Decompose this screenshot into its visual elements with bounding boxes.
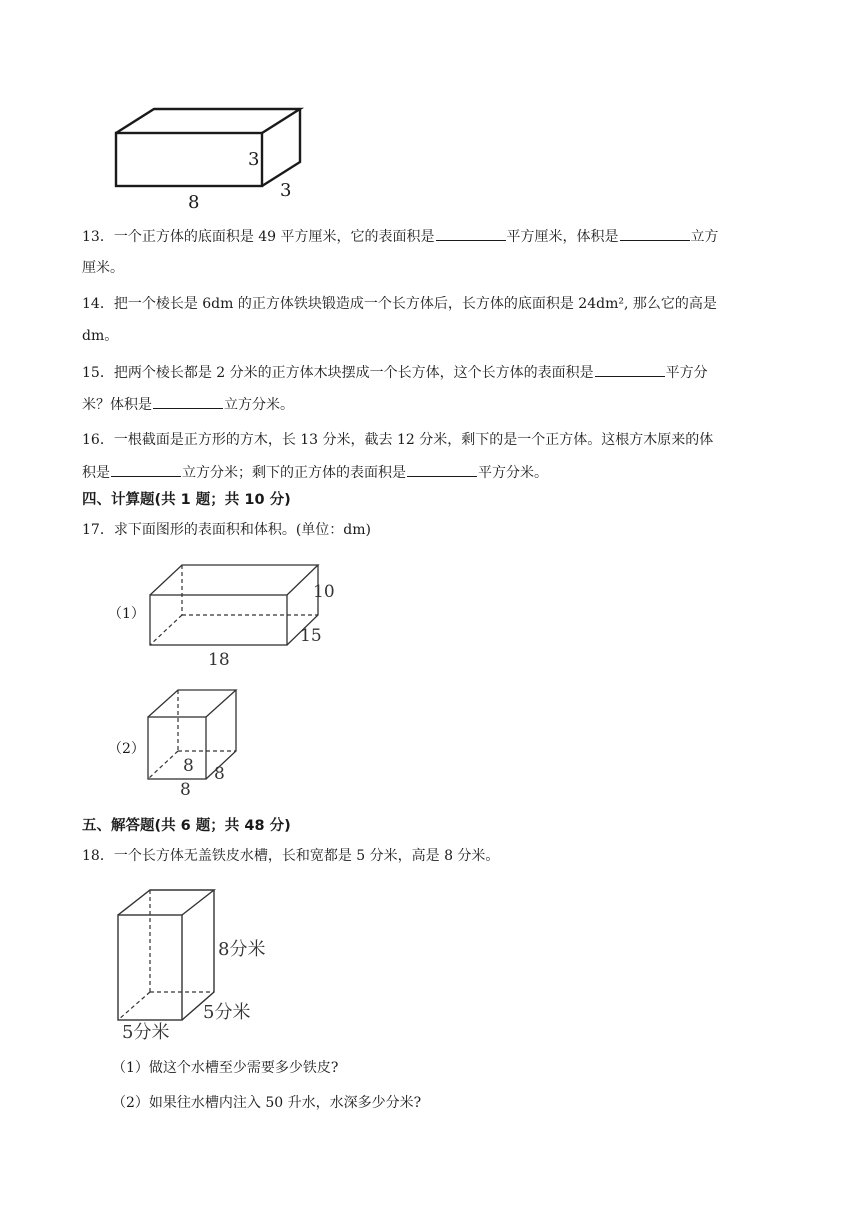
question-14 [82,294,717,314]
question-13 [82,226,719,247]
water-tank-figure [108,880,288,1045]
answer-blank[interactable] [620,226,690,241]
answer-blank[interactable] [153,394,223,409]
answer-blank[interactable] [111,462,181,477]
figure-1-label: （1） [108,606,145,622]
q14-text: 14．把一个棱长是 6dm 的正方体铁块锻造成一个长方体后，长方体的底面积是 24dm², 那么它的高是 [82,296,717,312]
dim-height-label: 8分米 [218,939,266,960]
dim-b-label: 8 [214,764,225,784]
question-15 [82,362,708,383]
section-4-heading: 四、计算题(共 1 题；共 10 分) [82,492,291,508]
question-13-cont [82,258,124,278]
q13-text-pre: 13．一个正方体的底面积是 49 平方厘米，它的表面积是 [82,229,435,245]
dim-a-label: 8 [183,756,194,776]
question-17: 17．求下面图形的表面积和体积。(单位：dm) [82,522,371,538]
cube-figure-2 [140,685,250,800]
q14-text-cont: dm。 [82,328,119,344]
dim-length-label: 5分米 [122,1022,170,1043]
q16-cont-post: 平方分米。 [478,465,548,481]
dim-height-label: 3 [248,149,260,170]
dim-length-label: 8 [188,192,200,213]
dim-depth-label: 15 [300,626,322,646]
figure-2-label: （2） [108,741,145,757]
q15-text-pre: 15．把两个棱长都是 2 分米的正方体木块摆成一个长方体，这个长方体的表面积是 [82,365,594,381]
q16-cont-mid: 立方分米；剩下的正方体的表面积是 [182,465,406,481]
question-18: 18．一个长方体无盖铁皮水槽，长和宽都是 5 分米，高是 8 分米。 [82,848,500,864]
question-14-cont [82,326,118,346]
question-18-sub2: （2）如果往水槽内注入 50 升水，水深多少分米? [112,1095,422,1111]
section-5-heading: 五、解答题(共 6 题；共 48 分) [82,818,291,834]
q13-text-mid: 平方厘米，体积是 [506,229,619,245]
dim-depth-label: 3 [280,180,292,201]
q13-text-post: 立方 [690,229,719,245]
q16-cont-pre: 积是 [82,465,110,481]
q13-text-cont: 厘米。 [82,260,124,276]
dim-length-label: 18 [208,650,230,670]
dim-height-label: 10 [313,582,335,602]
answer-blank[interactable] [407,462,477,477]
question-16 [82,430,713,450]
q16-text: 16．一根截面是正方形的方木，长 13 分米，截去 12 分米，剩下的是一个正方体。这根方木原来的体 [82,432,714,448]
question-15-cont [82,394,294,415]
question-16-cont [82,462,548,483]
q15-cont-pre: 米？体积是 [82,397,152,413]
cuboid-figure-top [108,100,328,215]
q15-cont-post: 立方分米。 [224,397,294,413]
dim-c-label: 8 [180,780,191,800]
cuboid-figure-1 [140,555,350,670]
question-18-sub1: （1）做这个水槽至少需要多少铁皮? [112,1060,339,1076]
q15-text-post: 平方分 [665,365,708,381]
dim-depth-label: 5分米 [203,1002,251,1023]
answer-blank[interactable] [436,226,506,241]
answer-blank[interactable] [595,362,665,377]
